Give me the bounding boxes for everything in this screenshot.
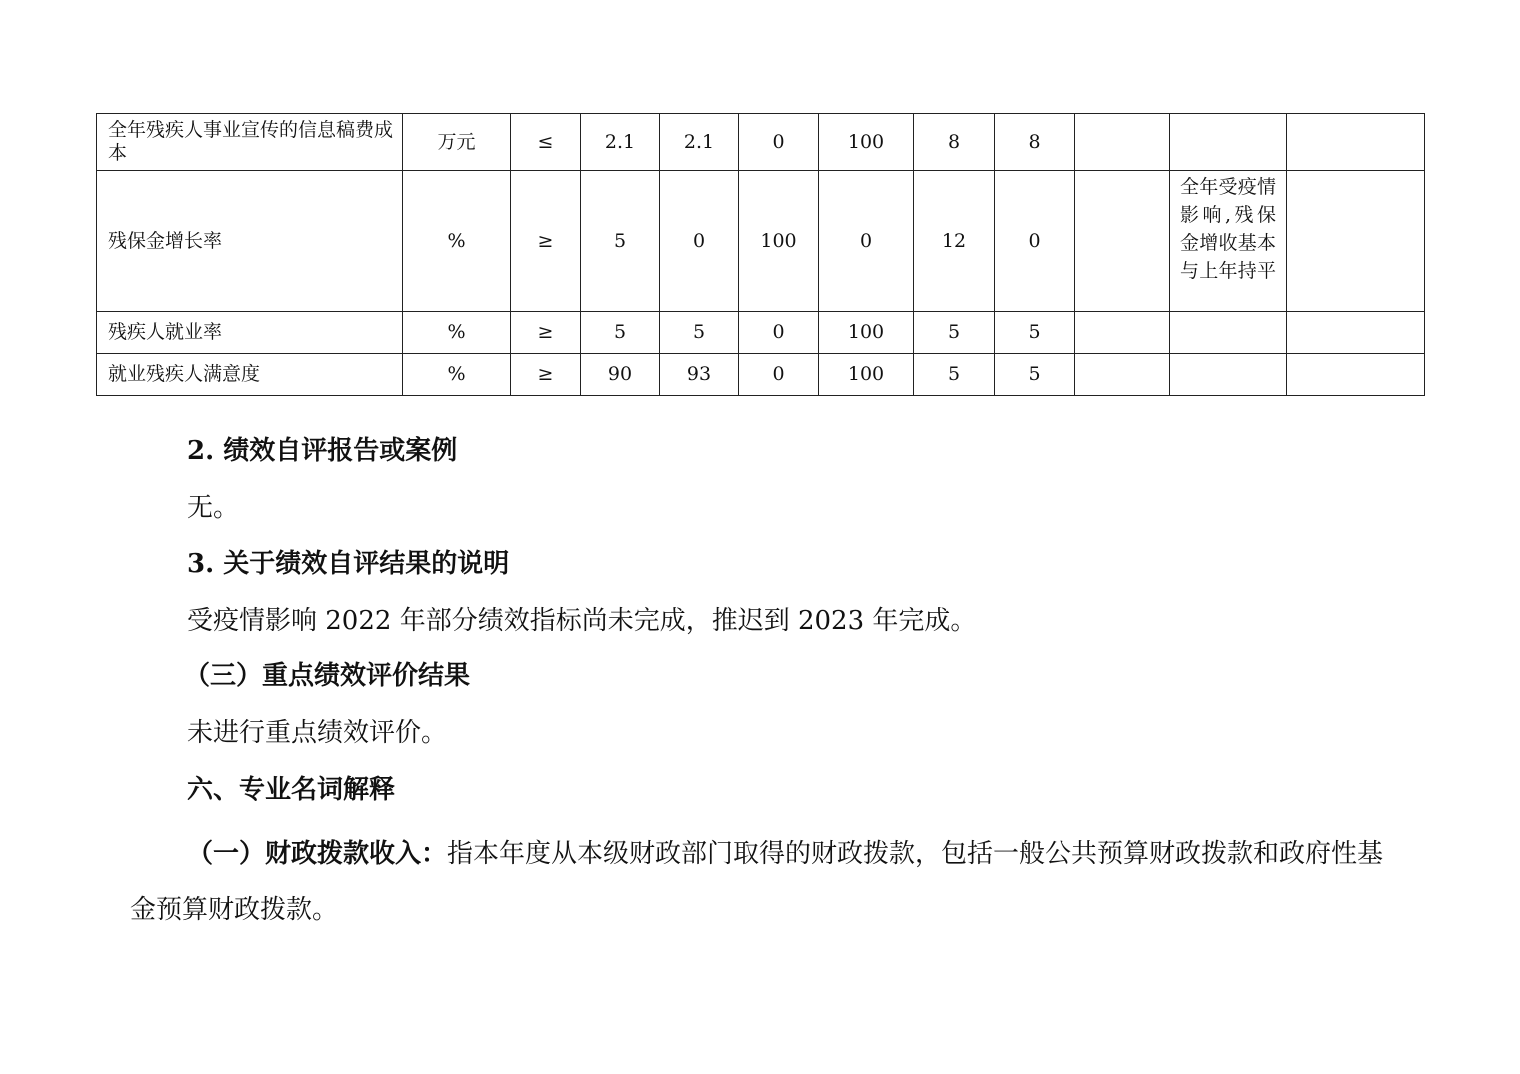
empty-cell xyxy=(1075,114,1170,171)
value-cell: 93 xyxy=(660,354,739,396)
unit-cell: % xyxy=(403,312,511,354)
note-cell xyxy=(1170,354,1287,396)
section-heading-result-explanation: 3. 关于绩效自评结果的说明 xyxy=(187,549,510,579)
value-cell: 5 xyxy=(914,354,995,396)
value-cell: 5 xyxy=(995,354,1075,396)
comparison-cell: ≥ xyxy=(511,171,581,312)
empty-cell xyxy=(1287,354,1425,396)
empty-cell xyxy=(1287,114,1425,171)
value-cell: 5 xyxy=(581,171,660,312)
value-cell: 0 xyxy=(995,171,1075,312)
indicator-name: 全年残疾人事业宣传的信息稿费成本 xyxy=(97,114,403,171)
definition-term: （一）财政拨款收入： xyxy=(187,839,448,869)
value-cell: 0 xyxy=(660,171,739,312)
empty-cell xyxy=(1287,312,1425,354)
indicator-name: 残疾人就业率 xyxy=(97,312,403,354)
section-body-key-evaluation: 未进行重点绩效评价。 xyxy=(187,718,448,748)
value-cell: 12 xyxy=(914,171,995,312)
section-body-self-evaluation-report: 无。 xyxy=(187,493,240,523)
value-cell: 0 xyxy=(739,354,819,396)
table-row xyxy=(97,114,1425,171)
value-cell: 0 xyxy=(739,312,819,354)
empty-cell xyxy=(1075,312,1170,354)
glossary-definition-1 xyxy=(130,826,1400,938)
comparison-cell: ≥ xyxy=(511,354,581,396)
section-body-result-explanation: 受疫情影响 2022 年部分绩效指标尚未完成，推迟到 2023 年完成。 xyxy=(187,606,977,636)
value-cell: 5 xyxy=(995,312,1075,354)
note-cell xyxy=(1170,312,1287,354)
value-cell: 100 xyxy=(819,354,914,396)
value-cell: 5 xyxy=(581,312,660,354)
value-cell: 2.1 xyxy=(660,114,739,171)
table-row xyxy=(97,171,1425,312)
comparison-cell: ≥ xyxy=(511,312,581,354)
unit-cell: % xyxy=(403,354,511,396)
value-cell: 100 xyxy=(739,171,819,312)
empty-cell xyxy=(1287,171,1425,312)
value-cell: 2.1 xyxy=(581,114,660,171)
value-cell: 8 xyxy=(995,114,1075,171)
value-cell: 5 xyxy=(914,312,995,354)
indicator-name: 残保金增长率 xyxy=(97,171,403,312)
performance-indicator-table xyxy=(96,113,1425,396)
value-cell: 100 xyxy=(819,114,914,171)
indicator-name: 就业残疾人满意度 xyxy=(97,354,403,396)
table-row xyxy=(97,312,1425,354)
value-cell: 0 xyxy=(819,171,914,312)
comparison-cell: ≤ xyxy=(511,114,581,171)
definition-body: 指本年度从本级财政部门取得的财政拨款，包括一般公共预算财政拨款和政府性基金预算财政拨款。 xyxy=(130,839,1384,925)
section-heading-self-evaluation-report: 2. 绩效自评报告或案例 xyxy=(187,436,458,466)
value-cell: 5 xyxy=(660,312,739,354)
section-heading-glossary: 六、专业名词解释 xyxy=(187,775,396,805)
value-cell: 0 xyxy=(739,114,819,171)
unit-cell: % xyxy=(403,171,511,312)
table-row xyxy=(97,354,1425,396)
note-cell: 全年受疫情影响,残保金增收基本与上年持平 xyxy=(1170,171,1287,312)
value-cell: 90 xyxy=(581,354,660,396)
note-cell xyxy=(1170,114,1287,171)
value-cell: 8 xyxy=(914,114,995,171)
empty-cell xyxy=(1075,171,1170,312)
unit-cell: 万元 xyxy=(403,114,511,171)
value-cell: 100 xyxy=(819,312,914,354)
section-heading-key-evaluation: （三）重点绩效评价结果 xyxy=(184,661,471,691)
empty-cell xyxy=(1075,354,1170,396)
